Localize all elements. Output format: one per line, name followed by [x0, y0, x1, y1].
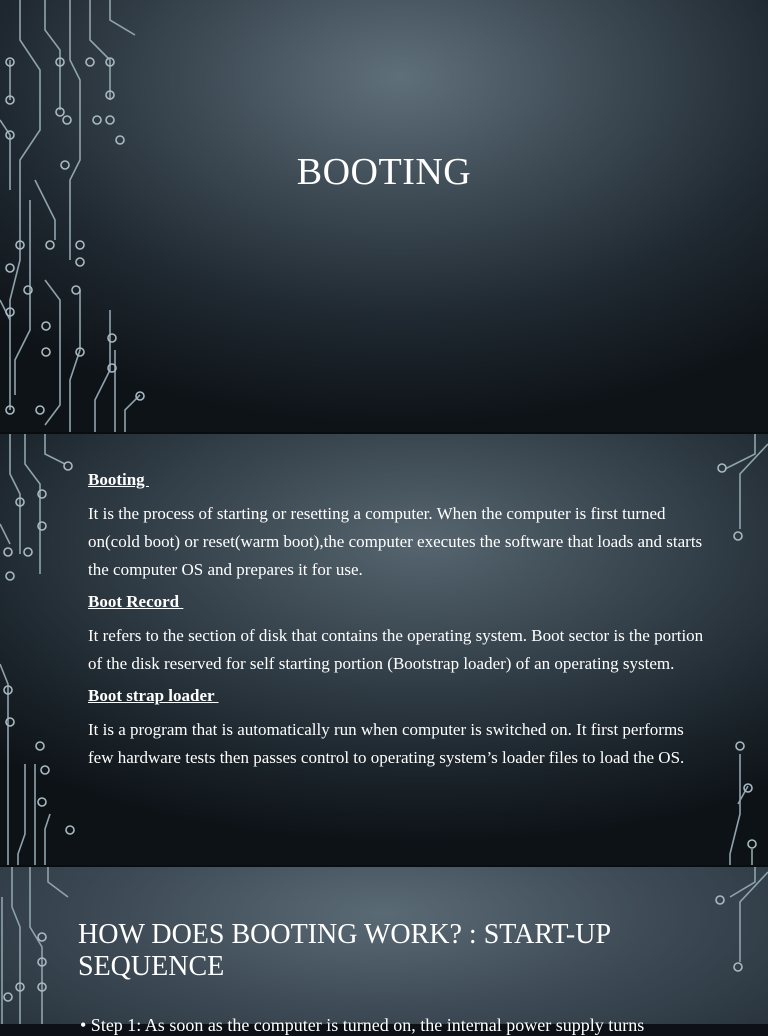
definitions-content: [88, 470, 708, 780]
slide-title: [0, 0, 768, 432]
circuit-decoration-left: [0, 867, 90, 1024]
circuit-decoration-left: [0, 0, 160, 432]
text-boot-strap-loader: It is a program that is automatically run when computer is switched on. It first performs few hardware tests then passes control to operating system’s loader files to load the OS.: [88, 720, 685, 767]
circuit-decoration-right: [700, 867, 768, 1024]
text-booting: It is the process of starting or resetting a computer. When the computer is first turned on(cold boot) or reset(warm boot),the computer executes the software that loads and starts the computer OS and prepares it for use.: [88, 504, 703, 579]
bullet-step-1: • Step 1: As soon as the computer is turned on, the internal power supply turns: [80, 1015, 645, 1035]
slide-startup-sequence: [0, 867, 768, 1035]
text-boot-record: It refers to the section of disk that contains the operating system. Boot sector is the portion of the disk reserved for self starting portion (Bootstrap loader) of an operating system.: [88, 626, 704, 673]
circuit-decoration-right: [700, 434, 768, 865]
slide-definitions: [0, 434, 768, 865]
slide-title-text: BOOTING: [296, 151, 472, 193]
heading-boot-record: Boot Record: [88, 592, 184, 611]
heading-boot-strap-loader: Boot strap loader: [88, 686, 219, 705]
circuit-decoration-left: [0, 434, 80, 865]
slide-title-text: HOW DOES BOOTING WORK? : START-UP SEQUENCE: [78, 919, 610, 982]
heading-booting: Booting: [88, 470, 149, 489]
